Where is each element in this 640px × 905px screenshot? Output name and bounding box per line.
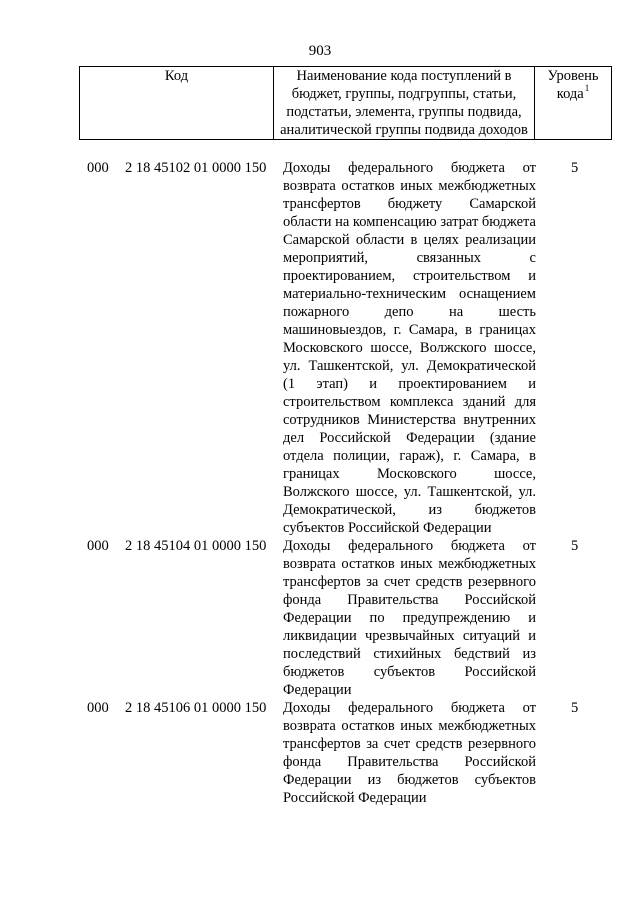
revenue-name: Доходы федерального бюджета от возврата остатков иных межбюджетных трансфертов за счет средств резервного фонда Правительства Российской Федерации из бюджетов субъектов Российской Федерации — [283, 700, 536, 806]
code-level: 5 — [571, 538, 579, 554]
header-level-label: Уровень кода — [547, 68, 599, 102]
page-number: 903 — [308, 43, 332, 59]
revenue-name: Доходы федерального бюджета от возврата остатков иных межбюджетных трансфертов бюджету Самарской области на компенсацию затрат бюджета Самарской области в целях реализации мероприятий, связанных с проектированием, строительством и материально-техническим оснащением пожарного депо на шесть машиновыездов, г. Самара, в границах Московского шоссе, Волжского шоссе, ул. Ташкентской, ул. Демократической (1 этап) и проектированием и строительством комплекса зданий для сотрудников Министерства внутренних дел Российской Федерации (здание отдела полиции, гараж), г. Самара, в границах Московского шоссе, Волжского шоссе, ул. Ташкентской, ул. Демократической, из бюджетов субъектов Российской Федерации — [283, 160, 536, 536]
admin-code: 000 — [87, 538, 109, 554]
header-name-label: Наименование кода поступлений в бюджет, группы, подгруппы, статьи, подстатьи, элемента, группы подвида, аналитической группы подвида доходов — [280, 68, 528, 138]
revenue-code: 2 18 45106 01 0000 150 — [125, 700, 267, 716]
table-body — [0, 159, 640, 807]
table-row — [0, 159, 640, 537]
table-header — [79, 66, 612, 140]
header-level — [535, 67, 612, 140]
admin-code: 000 — [87, 700, 109, 716]
code-level: 5 — [571, 160, 579, 176]
revenue-code: 2 18 45102 01 0000 150 — [125, 160, 267, 176]
revenue-name: Доходы федерального бюджета от возврата остатков иных межбюджетных трансфертов за счет средств резервного фонда Правительства Российской Федерации по предупреждению и ликвидации чрезвычайных ситуаций и последствий стихийных бедствий из бюджетов субъектов Российской Федерации — [283, 538, 536, 698]
admin-code: 000 — [87, 160, 109, 176]
header-code — [80, 67, 274, 140]
revenue-code: 2 18 45104 01 0000 150 — [125, 538, 267, 554]
table-row — [0, 699, 640, 807]
code-level: 5 — [571, 700, 579, 716]
footnote-marker: 1 — [584, 83, 590, 94]
header-name — [274, 67, 535, 140]
table-row — [0, 537, 640, 699]
header-code-label: Код — [164, 68, 189, 84]
